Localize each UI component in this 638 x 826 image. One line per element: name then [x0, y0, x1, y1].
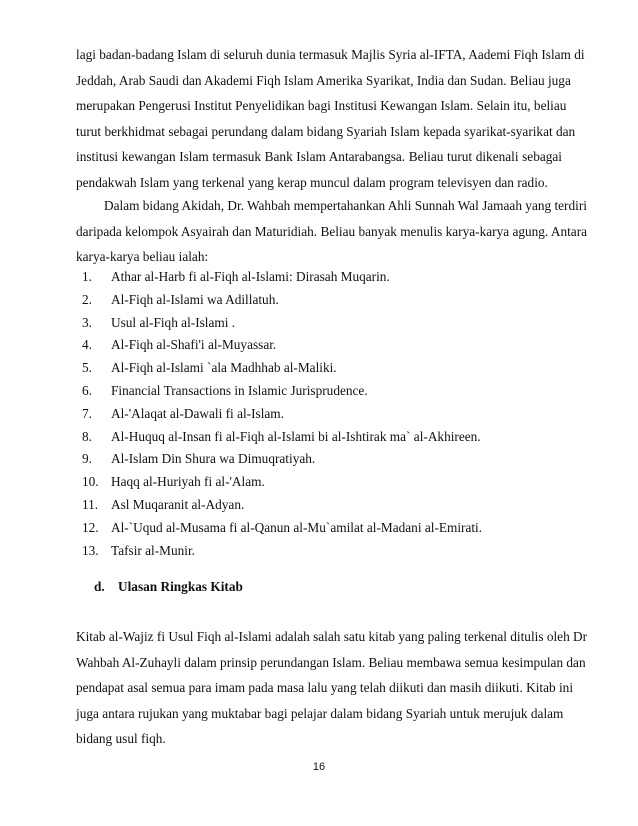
paragraph-akidah	[76, 193, 588, 270]
list-number: 6.	[82, 382, 92, 398]
text-line: merupakan Pengerusi Institut Penyelidikan bagi Institusi Kewangan Islam. Selain itu, beliau	[76, 98, 567, 114]
text-line: institusi kewangan Islam termasuk Bank Islam Antarabangsa. Beliau turut dikenali sebagai	[76, 149, 562, 165]
work-title: Athar al-Harb fi al-Fiqh al-Islami: Dirasah Muqarin.	[111, 269, 390, 284]
text-line: juga antara rujukan yang muktabar bagi pelajar dalam bidang Syariah untuk merujuk dalam	[76, 705, 564, 721]
text-line: bidang usul fiqh.	[76, 731, 166, 747]
list-item	[82, 380, 482, 403]
list-number: 7.	[82, 405, 92, 421]
list-number: 9.	[82, 451, 92, 467]
list-item	[82, 517, 482, 540]
text-line: Kitab al-Wajiz fi Usul Fiqh al-Islami adalah salah satu kitab yang paling terkenal ditulis oleh Dr	[76, 629, 588, 644]
works-list	[82, 266, 482, 562]
list-number: 8.	[82, 428, 92, 444]
list-item	[82, 494, 482, 517]
text-line: daripada kelompok Asyairah dan Maturidiah. Beliau banyak menulis karya-karya agung. Antara	[76, 223, 588, 239]
list-number: 10.	[82, 474, 99, 490]
list-item	[82, 357, 482, 380]
work-title: Al-`Uqud al-Musama fi al-Qanun al-Mu`amilat al-Madani al-Emirati.	[111, 519, 483, 535]
list-number: 13.	[82, 542, 99, 558]
list-item	[82, 289, 482, 312]
work-title: Asl Muqaranit al-Adyan.	[111, 496, 245, 512]
section-heading	[94, 579, 243, 595]
text-line: lagi badan-badang Islam di seluruh dunia termasuk Majlis Syria al-IFTA, Aademi Fiqh Islam di	[76, 47, 585, 62]
work-title: Tafsir al-Munir.	[111, 542, 196, 558]
list-number: 2.	[82, 291, 92, 307]
text-line: Wahbah Al-Zuhayli dalam prinsip perundangan Islam. Beliau membawa semua kesimpulan dan	[76, 654, 586, 670]
work-title: Al-Fiqh al-Shafi'i al-Muyassar.	[111, 337, 277, 353]
list-item	[82, 312, 482, 335]
list-item	[82, 448, 482, 471]
page-number: 16	[312, 761, 326, 773]
work-title: Al-Fiqh al-Islami wa Adillatuh.	[111, 291, 279, 307]
text-line: pendakwah Islam yang terkenal yang kerap muncul dalam program televisyen dan radio.	[76, 174, 548, 190]
text-line: karya-karya beliau ialah:	[76, 249, 209, 265]
text-line: Dalam bidang Akidah, Dr. Wahbah mempertahankan Ahli Sunnah Wal Jamaah yang terdiri	[104, 198, 587, 213]
section-letter: d.	[94, 579, 105, 594]
list-item	[82, 540, 482, 563]
list-item	[82, 471, 482, 494]
work-title: Al-'Alaqat al-Dawali fi al-Islam.	[111, 405, 284, 421]
paragraph-book-summary	[76, 624, 588, 752]
work-title: Financial Transactions in Islamic Jurisprudence.	[111, 382, 368, 398]
text-line: Jeddah, Arab Saudi dan Akademi Fiqh Islam Amerika Syarikat, India dan Sudan. Beliau juga	[76, 72, 571, 88]
list-number: 3.	[82, 314, 92, 330]
text-line: pendapat asal semua para imam pada masa lalu yang telah diikuti dan masih diikuti. Kitab ini	[76, 680, 574, 696]
list-item	[82, 266, 482, 289]
text-line: turut berkhidmat sebagai perundang dalam bidang Syariah Islam kepada syarikat-syarikat dan	[76, 123, 576, 139]
list-number: 11.	[82, 496, 99, 512]
work-title: Al-Islam Din Shura wa Dimuqratiyah.	[111, 451, 316, 467]
list-number: 1.	[82, 269, 92, 284]
section-title: Ulasan Ringkas Kitab	[118, 579, 243, 594]
list-item	[82, 334, 482, 357]
paragraph-scholar-roles	[76, 42, 585, 196]
list-number: 5.	[82, 360, 92, 376]
list-item	[82, 403, 482, 426]
list-number: 4.	[82, 337, 92, 353]
work-title: Usul al-Fiqh al-Islami .	[111, 314, 236, 330]
work-title: Haqq al-Huriyah fi al-'Alam.	[111, 474, 265, 490]
list-item	[82, 426, 482, 449]
list-number: 12.	[82, 519, 99, 535]
work-title: Al-Fiqh al-Islami `ala Madhhab al-Maliki.	[111, 360, 337, 376]
work-title: Al-Huquq al-Insan fi al-Fiqh al-Islami bi al-Ishtirak ma` al-Akhireen.	[111, 428, 481, 444]
